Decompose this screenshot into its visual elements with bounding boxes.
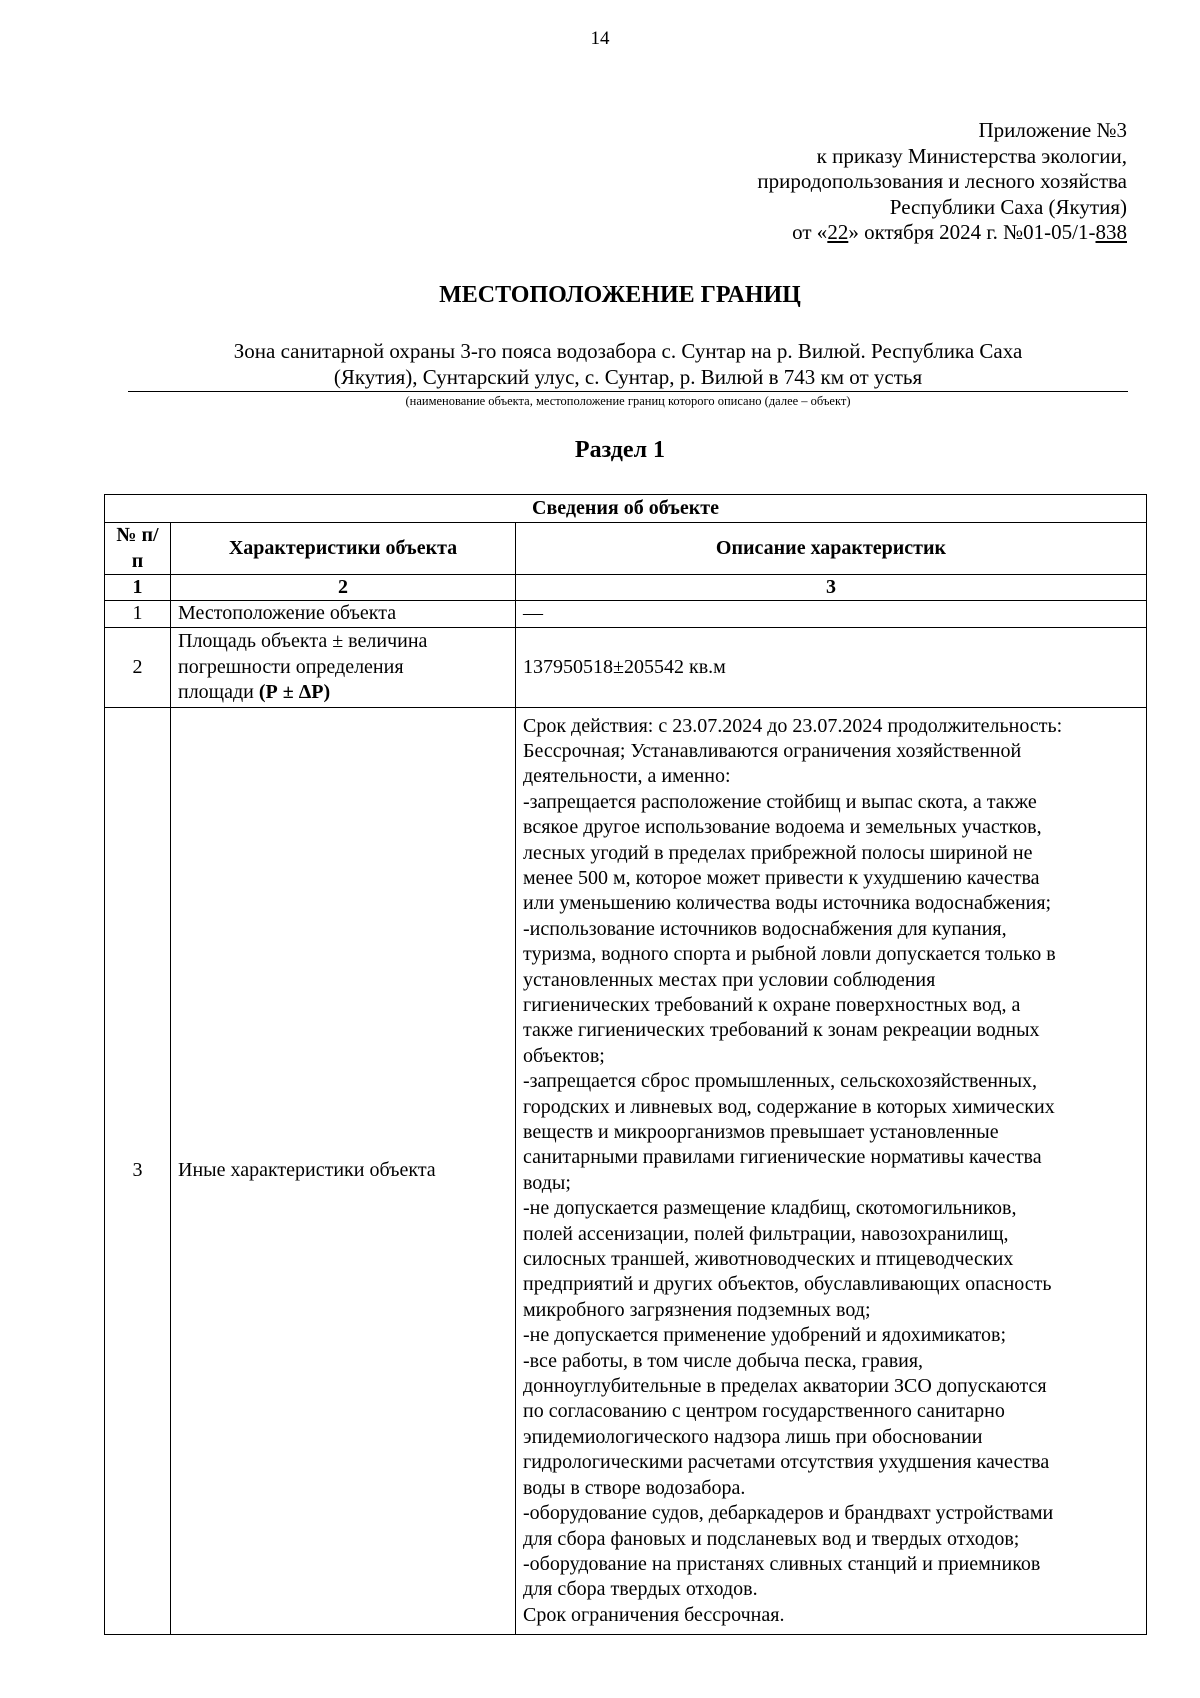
row-description (516, 707, 1147, 1634)
column-number: 2 (171, 575, 516, 601)
description-line: менее 500 м, которое может привести к ухудшению качества (523, 866, 1040, 889)
characteristic-line: Площадь объекта ± величина (178, 630, 428, 653)
document-title: МЕСТОПОЛОЖЕНИЕ ГРАНИЦ (439, 282, 801, 308)
description-line: эпидемиологического надзора лишь при обосновании (523, 1425, 983, 1448)
object-line: (Якутия), Сунтарский улус, с. Сунтар, р. Вилюй в 743 км от устья (333, 365, 923, 389)
object-info-table (104, 494, 1147, 1635)
description-line: установленных местах при условии соблюдения (523, 968, 936, 991)
description-line: предприятий и других объектов, обуславливающих опасность (523, 1273, 1052, 1296)
date-mid: » октября 2024 г. №01-05/1- (848, 220, 1096, 245)
table-row (105, 601, 1147, 627)
description-line: Срок ограничения бессрочная. (523, 1603, 785, 1626)
appendix-line: Приложение №3 (978, 118, 1127, 142)
row-characteristic: Иные характеристики объекта (171, 707, 516, 1634)
description-line: веществ и микроорганизмов превышает установленные (523, 1121, 999, 1143)
section-title: Раздел 1 (574, 437, 666, 463)
description-line: -запрещается сброс промышленных, сельскохозяйственных, (523, 1070, 1038, 1093)
description-line: Срок действия: с 23.07.2024 до 23.07.2024 продолжительность: (523, 714, 1063, 737)
description-line: всякое другое использование водоема и земельных участков, (523, 816, 1042, 839)
table-caption: Сведения об объекте (105, 495, 1147, 523)
characteristic-text: площади (178, 681, 259, 704)
row-description: — (516, 601, 1147, 627)
appendix-line: Республики Саха (Якутия) (889, 194, 1127, 219)
description-line: гигиенических требований к охране поверхностных вод, а (523, 993, 1021, 1016)
appendix-header (757, 118, 1127, 246)
date-prefix: от « (792, 220, 828, 245)
restrictions-text (523, 714, 1139, 1629)
description-line: -оборудование судов, дебаркадеров и брандвахт устройствами (523, 1502, 1054, 1525)
row-description: 137950518±205542 кв.м (516, 627, 1147, 707)
object-underline (128, 391, 1128, 392)
description-line: -не допускается размещение кладбищ, скотомогильников, (523, 1197, 1017, 1220)
object-description (128, 338, 1128, 390)
description-line: или уменьшению количества воды источника водоснабжения; (523, 892, 1052, 915)
description-line: силосных траншей, животноводческих и птицеводческих (523, 1248, 1014, 1271)
column-number: 3 (516, 575, 1147, 601)
row-num: 2 (105, 627, 171, 707)
appendix-date-line (757, 220, 1127, 246)
object-line: Зона санитарной охраны 3-го пояса водозабора с. Сунтар на р. Вилюй. Республика Саха (233, 339, 1023, 363)
description-line: -все работы, в том числе добыча песка, гравия, (523, 1349, 924, 1372)
description-line: -оборудование на пристанях сливных станций и приемников (523, 1552, 1041, 1575)
header-num: № п/п (105, 523, 171, 575)
table-row (105, 707, 1147, 1634)
object-caption: (наименование объекта, местоположение границ которого описано (далее – объект) (405, 394, 851, 408)
description-line: Бессрочная; Устанавливаются ограничения хозяйственной (523, 739, 1022, 762)
column-number: 1 (105, 575, 171, 601)
description-line: также гигиенических требований к зонам рекреации водных (523, 1019, 1040, 1042)
order-number-suffix: 838 (1095, 220, 1127, 245)
table-row (105, 627, 1147, 707)
description-line: полей ассенизации, полей фильтрации, навозохранилищ, (523, 1222, 1009, 1245)
characteristic-line (178, 680, 508, 705)
description-line: донноуглубительные в пределах акватории ЗСО допускаются (523, 1375, 1047, 1398)
description-line: лесных угодий в пределах прибрежной полосы шириной не (523, 841, 1033, 864)
appendix-line: природопользования и лесного хозяйства (757, 169, 1127, 194)
characteristic-line: погрешности определения (178, 655, 404, 678)
description-line: микробного загрязнения подземных вод; (523, 1298, 871, 1321)
description-line: -не допускается применение удобрений и ядохимикатов; (523, 1324, 1006, 1347)
description-line: -запрещается расположение стойбищ и выпас скота, а также (523, 790, 1037, 813)
description-line: туризма, водного спорта и рыбной ловли допускается только в (523, 943, 1056, 966)
description-line: воды; (523, 1171, 571, 1194)
page-number: 14 (590, 28, 610, 49)
order-day: 22 (827, 220, 849, 245)
description-line: объектов; (523, 1044, 605, 1067)
row-characteristic (171, 627, 516, 707)
description-line: воды в створе водозабора. (523, 1476, 746, 1499)
description-line: для сбора фановых и подсланевых вод и твердых отходов; (523, 1527, 1020, 1550)
row-characteristic: Местоположение объекта (171, 601, 516, 627)
header-description: Описание характеристик (516, 523, 1147, 575)
description-line: по согласованию с центром государственного санитарно (523, 1400, 1005, 1423)
description-line: -использование источников водоснабжения для купания, (523, 917, 1007, 940)
row-num: 1 (105, 601, 171, 627)
row-num: 3 (105, 707, 171, 1634)
description-line: гидрологическими расчетами отсутствия ухудшения качества (523, 1451, 1050, 1474)
description-line: санитарными правилами гигиенические нормативы качества (523, 1146, 1042, 1169)
description-line: городских и ливневых вод, содержание в которых химических (523, 1095, 1055, 1118)
description-line: деятельности, а именно: (523, 765, 731, 788)
appendix-line: к приказу Министерства экологии, (816, 143, 1127, 168)
description-line: для сбора твердых отходов. (523, 1578, 758, 1601)
header-characteristic: Характеристики объекта (171, 523, 516, 575)
area-formula: (Р ± ΔР) (258, 681, 331, 704)
